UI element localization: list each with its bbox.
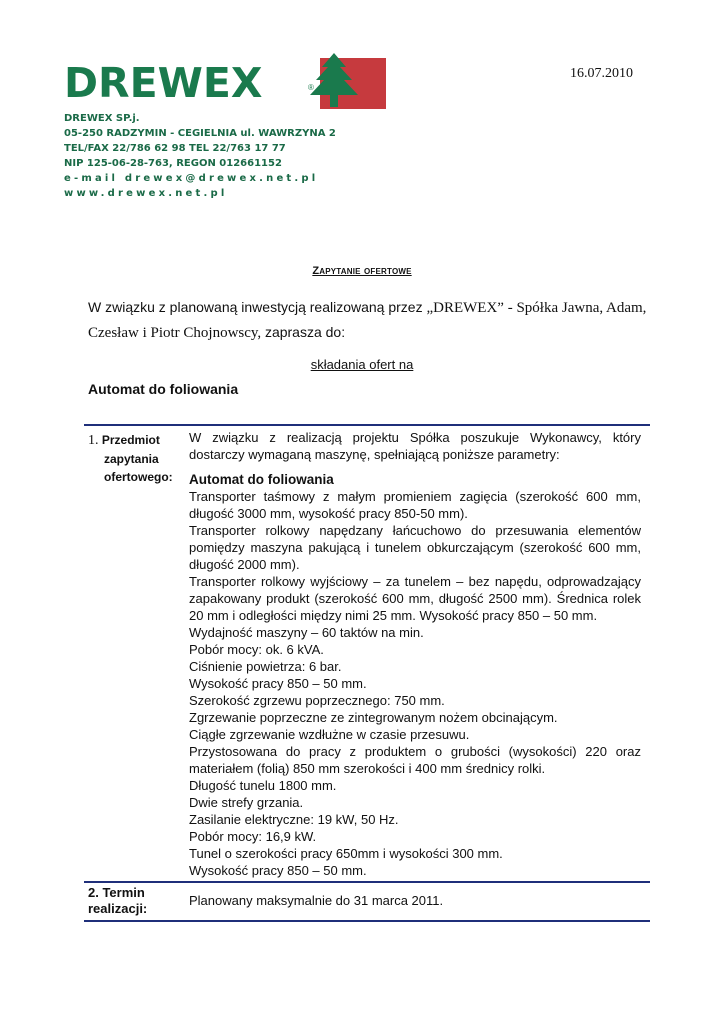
- subject-title: Automat do foliowania: [88, 381, 239, 397]
- parameter-item: Pobór mocy: 16,9 kW.: [189, 829, 317, 844]
- parameter-item: Dwie strefy grzania.: [189, 795, 304, 810]
- logo-wordmark: DREWEX: [64, 59, 263, 107]
- intro-line-1-serif: „DREWEX” - Spółka Jawna, Adam,: [426, 300, 647, 316]
- intro-line-1-sans: W związku z planowaną inwestycją realizowaną przez: [88, 299, 427, 315]
- section-1-number: 1.: [88, 433, 99, 448]
- parameters-list: [189, 488, 641, 879]
- parameter-item: Wysokość pracy 850 – 50 mm.: [189, 676, 367, 691]
- parameter-item: Ciągłe zgrzewanie wzdłużne w czasie przesuwu.: [189, 727, 470, 742]
- parameter-item: Szerokość zgrzewu poprzecznego: 750 mm.: [189, 693, 445, 708]
- parameter-item: Transporter rolkowy napędzany łańcuchowo do przesuwania elementów pomiędzy maszyna pakującą i tunelem obkurczającym (szerokość 600 mm, długość 2000 mm).: [189, 523, 641, 572]
- company-email: e-mail drewex@drewex.net.pl: [64, 173, 319, 184]
- section-divider-middle: [84, 881, 650, 883]
- parameter-item: Przystosowana do pracy z produktem o grubości (wysokości) 220 oraz materiałem (folią) 850 mm szerokości i 400 mm średnicy rolki.: [189, 744, 641, 776]
- intro-line-2-sans: zaprasza do:: [264, 324, 346, 340]
- parameter-item: Transporter taśmowy z małym promieniem zagięcia (szerokość 600 mm, długość 3000 mm, wysokość pracy 850-50 mm).: [189, 489, 641, 521]
- parameter-item: Transporter rolkowy wyjściowy – za tunelem – bez napędu, odprowadzający zapakowany produkt (szerokość 600 mm, długość 2500 mm). Średnica rolek 20 mm i odległości między nimi 25 mm. Wysokość pracy 850 – 50 mm.: [189, 574, 641, 623]
- section-1-label-line2: zapytania: [104, 452, 159, 466]
- parameter-item: Wydajność maszyny – 60 taktów na min.: [189, 625, 424, 640]
- section-1-body: [189, 429, 641, 879]
- section-1-label-line3: ofertowego:: [104, 470, 173, 484]
- section-2-label-line1: 2. Termin: [88, 885, 145, 900]
- parameter-item: Wysokość pracy 850 – 50 mm.: [189, 863, 367, 878]
- parameter-item: Ciśnienie powietrza: 6 bar.: [189, 659, 342, 674]
- intro-line-2: [88, 324, 345, 342]
- parameter-item: Tunel o szerokości pracy 650mm i wysokości 300 mm.: [189, 846, 503, 861]
- intro-line-1: [88, 299, 646, 317]
- parameter-item: Zasilanie elektryczne: 19 kW, 50 Hz.: [189, 812, 399, 827]
- tree-icon: [302, 53, 366, 107]
- section-2-value: Planowany maksymalnie do 31 marca 2011.: [189, 893, 444, 908]
- company-website: www.drewex.net.pl: [64, 188, 228, 199]
- section-1-intro: W związku z realizacją projektu Spółka poszukuje Wykonawcy, który dostarczy wymaganą maszynę, spełniającą poniższe parametry:: [189, 430, 641, 462]
- company-name: DREWEX SP.j.: [64, 113, 140, 124]
- section-1-label-line1: Przedmiot: [101, 433, 160, 447]
- company-logo: [64, 53, 326, 109]
- section-divider-bottom: [84, 920, 650, 922]
- section-1-label: [88, 431, 180, 486]
- intro-line-2-serif: Czesław i Piotr Chojnowscy,: [88, 325, 265, 341]
- logo-registered-mark: ®: [308, 83, 314, 92]
- document-heading: Zapytanie ofertowe: [312, 265, 412, 277]
- company-tax-ids: NIP 125-06-28-763, REGON 012661152: [64, 158, 282, 169]
- section-1-title: Automat do foliowania: [189, 472, 334, 487]
- section-2-label-line2: realizacji:: [88, 901, 148, 916]
- parameter-item: Długość tunelu 1800 mm.: [189, 778, 337, 793]
- company-address: 05-250 RADZYMIN - CEGIELNIA ul. WAWRZYNA 2: [64, 128, 336, 139]
- parameter-item: Pobór mocy: ok. 6 kVA.: [189, 642, 324, 657]
- invite-text: składania ofert na: [310, 357, 414, 372]
- section-2-label: [88, 885, 147, 917]
- document-date: 16.07.2010: [570, 66, 633, 81]
- parameter-item: Zgrzewanie poprzeczne ze zintegrowanym nożem obcinającym.: [189, 710, 558, 725]
- section-divider-top: [84, 424, 650, 426]
- company-phone: TEL/FAX 22/786 62 98 TEL 22/763 17 77: [64, 143, 286, 154]
